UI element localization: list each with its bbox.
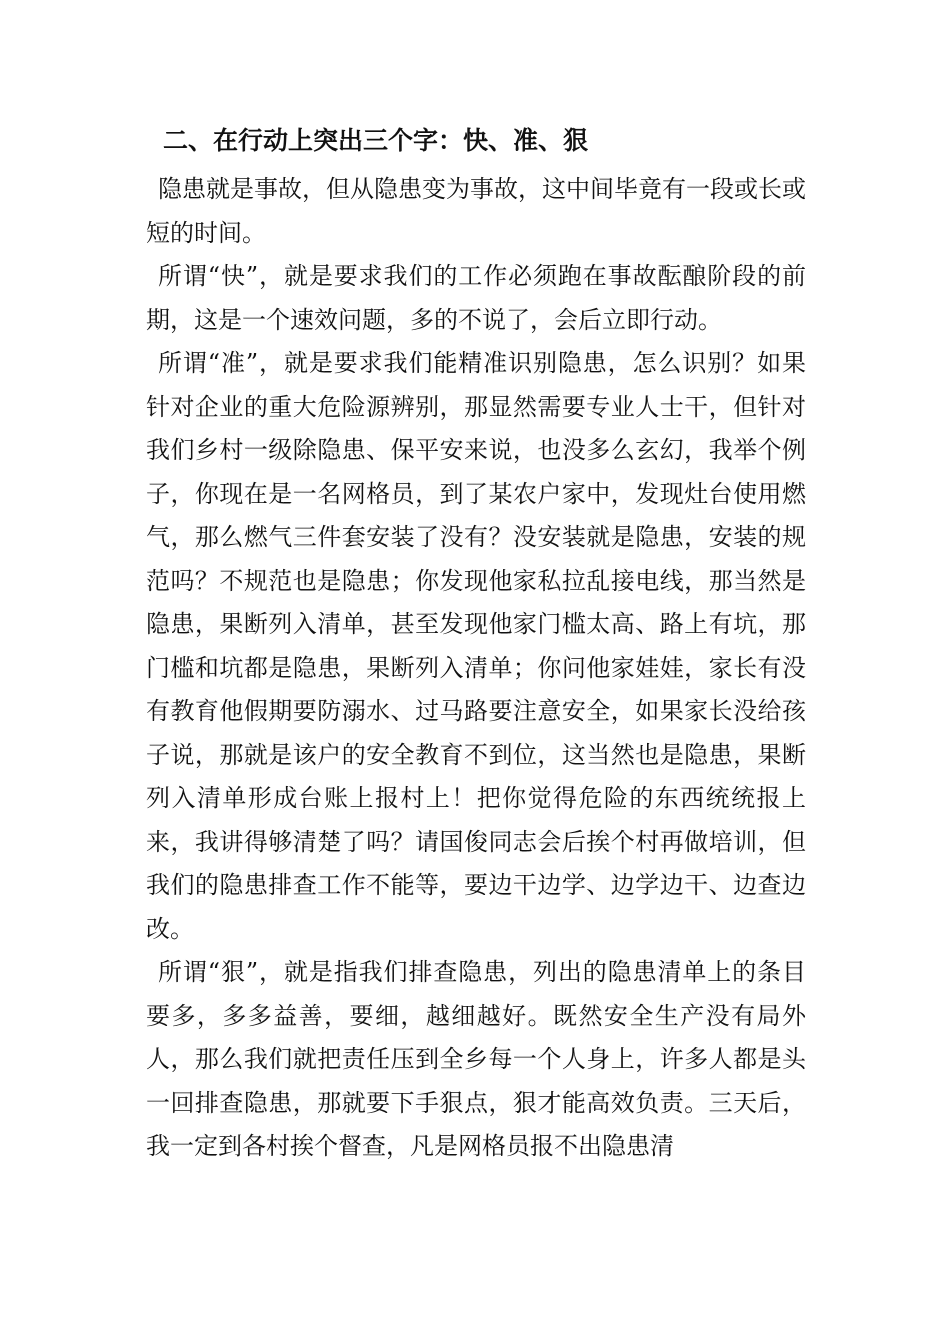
paragraph-intro: 隐患就是事故，但从隐患变为事故，这中间毕竟有一段或长或短的时间。 [146,175,806,247]
paragraph-fast: 所谓“快”，就是要求我们的工作必须跑在事故酝酿阶段的前期，这是一个速效问题，多的不说了，会后立即行动。 [146,262,806,334]
paragraph-accurate: 所谓“准”，就是要求我们能精准识别隐患，怎么识别？如果针对企业的重大危险源辨别，那显然需要专业人士干，但针对我们乡村一级除隐患、保平安来说，也没多么玄幻，我举个例子，你现在是一名网格员，到了某农户家中，发现灶台使用燃气，那么燃气三件套安装了没有？没安装就是隐患，安装的规范吗？不规范也是隐患；你发现他家私拉乱接电线，那当然是隐患，果断列入清单，甚至发现他家门槛太高、路上有坑，那门槛和坑都是隐患，果断列入清单；你问他家娃娃，家长有没有教育他假期要防溺水、过马路要注意安全，如果家长没给孩子说，那就是该户的安全教育不到位，这当然也是隐患，果断列入清单形成台账上报村上！把你觉得危险的东西统统报上来，我讲得够清楚了吗？请国俊同志会后挨个村再做培训，但我们的隐患排查工作不能等，要边干边学、边学边干、边查边改。 [146,349,806,943]
document-body [146,168,806,1169]
paragraph-tough: 所谓“狠”，就是指我们排查隐患，列出的隐患清单上的条目要多，多多益善，要细，越细越好。既然安全生产没有局外人，那么我们就把责任压到全乡每一个人身上，许多人都是头一回排查隐患，那就要下手狠点，狠才能高效负责。三天后，我一定到各村挨个督查，凡是网格员报不出隐患清 [146,958,806,1160]
section-heading: 二、在行动上突出三个字：快、准、狠 [163,126,589,155]
